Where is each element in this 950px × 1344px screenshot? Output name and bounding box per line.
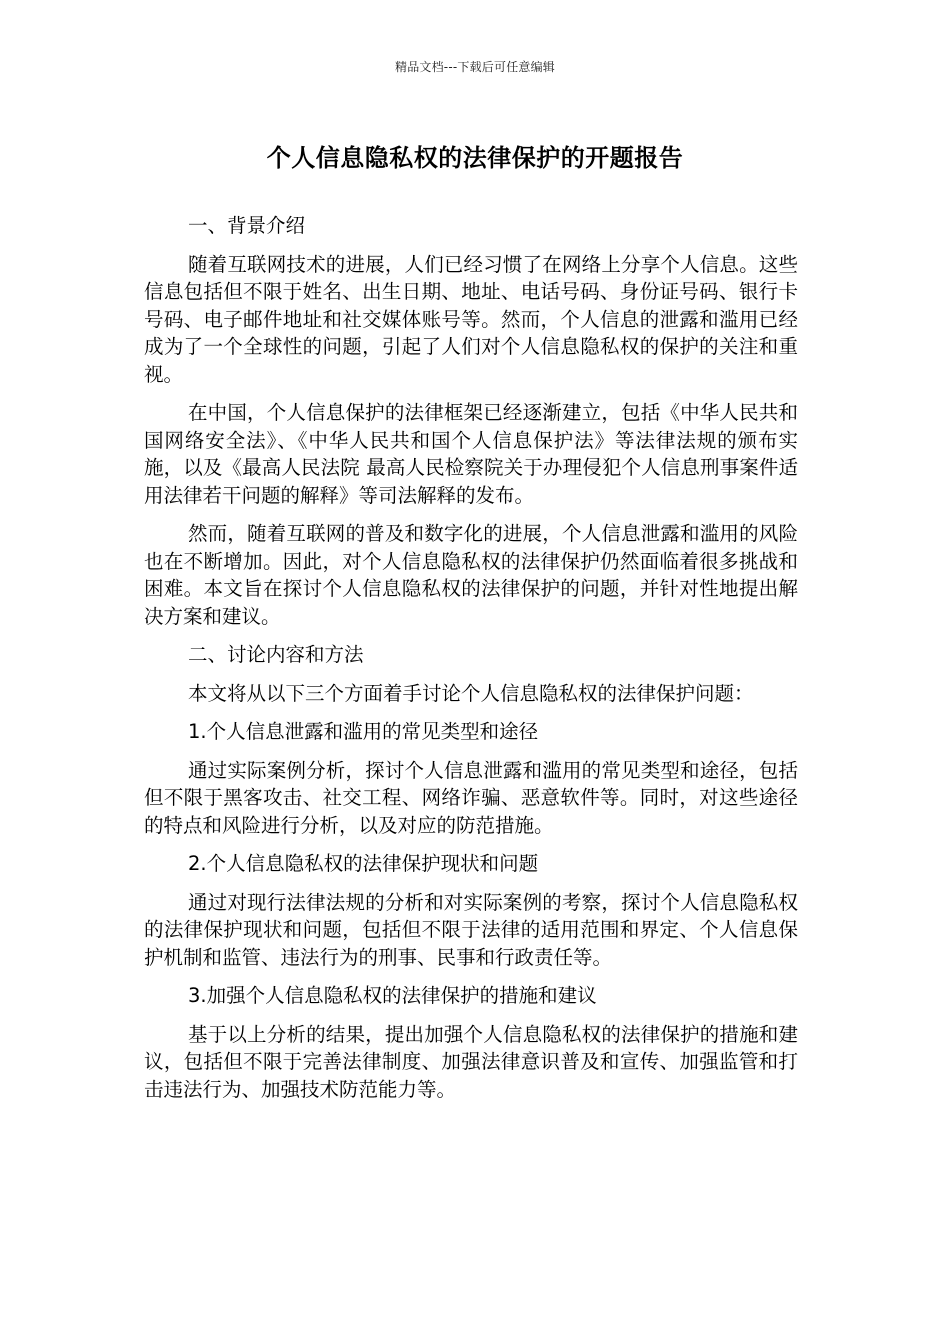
subheading-item-1: 1.个人信息泄露和滥用的常见类型和途径: [188, 720, 539, 743]
section-heading-background: 一、背景介绍: [188, 214, 306, 237]
paragraph-background-2: 在中国，个人信息保护的法律框架已经逐渐建立，包括《中华人民共和国网络安全法》、《中华人民共和国个人信息保护法》等法律法规的颁布实施，以及《最高人民法院 最高人民检察院关于办理侵犯个人信息刑事案件适用法律若干问题的解释》等司法解释的发布。: [144, 401, 798, 507]
paragraph-item-3: 基于以上分析的结果，提出加强个人信息隐私权的法律保护的措施和建议，包括但不限于完善法律制度、加强法律意识普及和宣传、加强监管和打击违法行为、加强技术防范能力等。: [144, 1022, 798, 1101]
document-title: 个人信息隐私权的法律保护的开题报告: [266, 144, 684, 172]
subheading-item-3: 3.加强个人信息隐私权的法律保护的措施和建议: [188, 984, 597, 1007]
section-heading-content-methods: 二、讨论内容和方法: [188, 643, 364, 666]
paragraph-background-3: 然而，随着互联网的普及和数字化的进展，个人信息泄露和滥用的风险也在不断增加。因此，对个人信息隐私权的法律保护仍然面临着很多挑战和困难。本文旨在探讨个人信息隐私权的法律保护的问题，并针对性地提出解决方案和建议。: [144, 522, 798, 628]
paragraph-background-1: 随着互联网技术的进展，人们已经习惯了在网络上分享个人信息。这些信息包括但不限于姓名、出生日期、地址、电话号码、身份证号码、银行卡号码、电子邮件地址和社交媒体账号等。然而，个人信息的泄露和滥用已经成为了一个全球性的问题，引起了人们对个人信息隐私权的保护的关注和重视。: [144, 252, 798, 386]
paragraph-item-2: 通过对现行法律法规的分析和对实际案例的考察，探讨个人信息隐私权的法律保护现状和问题，包括但不限于法律的适用范围和界定、个人信息保护机制和监管、违法行为的刑事、民事和行政责任等。: [144, 890, 798, 969]
paragraph-item-1: 通过实际案例分析，探讨个人信息泄露和滥用的常见类型和途径，包括但不限于黑客攻击、社交工程、网络诈骗、恶意软件等。同时，对这些途径的特点和风险进行分析，以及对应的防范措施。: [144, 758, 798, 837]
document-body: [144, 212, 798, 1114]
page-header-note: 精品文档---下载后可任意编辑: [395, 60, 555, 74]
subheading-item-2: 2.个人信息隐私权的法律保护现状和问题: [188, 852, 539, 875]
paragraph-methods-intro: 本文将从以下三个方面着手讨论个人信息隐私权的法律保护问题：: [188, 681, 754, 705]
